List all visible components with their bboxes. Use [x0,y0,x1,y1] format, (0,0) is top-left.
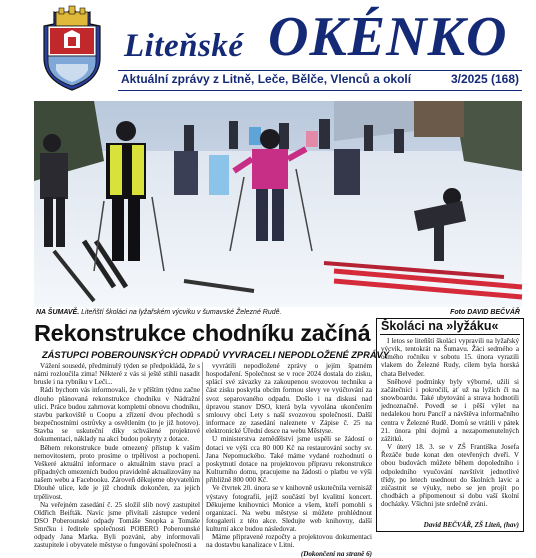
article-paragraph: Během rekonstrukce bude omezený přístup k vašim nemovitostem, proto prosíme o trpělivost a pochopení. Veškeré aktuální informace o aktuálním stavu prací a případných omezeních budou pravidelně aktualizovány na našem webu a Facebooku. Zároveň děkujeme obyvatelům Dlouhé ulice, kde je již chodník dokončen, za jejich trpělivost. [34,443,200,501]
article-column-left [34,362,200,550]
masthead-subtitle-bar [118,70,522,91]
ski-course-photo [34,101,522,307]
article-subheadline: ZÁSTUPCI POBEROUNSKÝCH ODPADŮ VYVRACELI NEPODLOŽENÉ ZPRÁVY [42,350,389,360]
article-column-middle [206,362,372,558]
masthead-title [118,6,524,66]
sidebar-title: Školáci na »lyžáku« [381,319,499,333]
sidebar-text [381,337,519,508]
article-paragraph: Rádi bychom vás informovali, že v příštím týdnu začne dlouho plánovaná rekonstrukce chodníku v Nádražní ulici. Práce budou zahrnovat kompletní obnovu chodníku, stavbu parkoviště u Coopu a zřízení dvou přechodů s bezpečnostními ostrůvky a osvětlením (to je již hotovo). Stavba se uskuteční díky schválené projektové dokumentaci, náklady na akci budou pokryty z dotace. [34,386,200,444]
sidebar-paragraph: V úterý 18. 3. se v ZŠ Františka Josefa Řezáče bude konat den otevřených dveří. V obou budovách můžete během dopoledního i odpoledního vyučování navštívit jednotlivé třídy, po letech usednout do školních lavic a zúčastnit se výuky, nebo se jen projít po chodbách a připomenout si dobu vaší školní docházky. Všichni jste srdečně zváni. [381,443,519,509]
photo-caption-place: NA ŠUMAVĚ. [36,309,80,316]
column-divider [202,362,203,540]
municipal-crest-logo [34,4,110,92]
sidebar-signature: David BEČVÁŘ, ZŠ Liteň, (hav) [423,521,519,529]
photo-credit: Foto DAVID BEČVÁŘ [450,309,520,316]
article-paragraph: Máme připravené rozpočty a projektovou dokumentaci na dostavbu kanalizace v Litni. [206,533,372,550]
sidebar-paragraph: I letos se liteňští školáci vypravili na lyžařský výcvik, tentokrát na Šumavu. Žáci sedmého a osmého ročníku v sobotu 15. února vyrazili vlakem do Železné Rudy, cílem byla horská chata Belveder. [381,337,519,378]
article-paragraph: Ve čtvrtek 20. února se v knihovně uskutečnila vernisáž výstavy fotografií, jejíž součástí byl kvalitní koncert. Děkujeme knihovnici Monice a všem, kteří pomohli s organizací. Na webu městyse si můžete prohlédnout fotogalerii z této akce. Sledujte web knihovny, další kulturní akce budou následovat. [206,484,372,534]
article-paragraph: Vážení sousedé, předminulý týden se předpokládá, že s námi rozloučila zima! Některé z vás si ještě stihli nasadit brusle i na rybníku v Leči... [34,362,200,387]
sidebar-article-box [376,318,524,532]
issue-number: 3/2025 (168) [450,72,519,86]
masthead-title-main: OKÉNKO [268,6,508,68]
sidebar-title-rule [380,334,520,335]
article-headline: Rekonstrukce chodníku začíná [34,320,371,346]
article-paragraph: Na veřejném zasedání č. 25 složil slib nový zastupitel Oldřich Beifták. Navíc jsme přivítali zástupce vedení DSO Poberounské odpady Tomáše Snopka a Tomáše Smrčku i ředitele společnosti POBERO Poberounské odpady Jana Marka. Byli pozváni, aby informovali zastupitele i obyvatele městyse o fungování společnosti a [34,500,200,550]
photo-caption-body: Liteňští školáci na lyžařském výcviku v šumavské Železné Rudě. [79,309,282,316]
article-paragraph: vyvrátili nepodložené zprávy o jejím špatném hospodaření. Společnost se v roce 2024 dostala do zisku, splácí své závazky za zakoupenou svozovou techniku a část zisku poskytla obcím formou slevy ve vyúčtování za svoz separovaného odpadu. Došlo i na diskusi nad úpravou stanov DSO, která byla vyvolána ukončením smlouvy obcí Lety s naší svozovou společností. Další informace ze zasedání naleznete v Zápise č. 25 na elektronické Úřední desce na webu Městyse. [206,362,372,436]
masthead-title-prefix: Liteňské [124,28,244,64]
sidebar-paragraph: Sněhové podmínky byly výborné, užili si začátečníci i pokročilí, ať už na lyžích či na snowboardu. Také ubytování a strava hodnotili jednoznačně. Povedl se i pěší výlet na nedalekou horu Pancíř a návštěva informačního centra v Železné Rudě. Domů se vrátili v pátek 21. února plni dojmů a nezapomenutelných zážitků. [381,377,519,443]
masthead-subtitle: Aktuální zprávy z Litně, Leče, Bělče, Vlenců a okolí [121,72,412,86]
photo-caption-text [36,309,281,316]
article-paragraph: U ministerstva zemědělství jsme uspěli se žádostí o dotaci ve výši cca 80 000 Kč na restaurování sochy sv. Jana Nepomuckého. Také máme vydané rozhodnutí o poskytnutí dotace na projektovou přípravu rekonstrukce Kulturního domu, pracujeme na žádosti o platbu ve výši přibližně 800 000 Kč. [206,435,372,485]
article-continued-note: (Dokončení na straně 6) [300,549,372,558]
